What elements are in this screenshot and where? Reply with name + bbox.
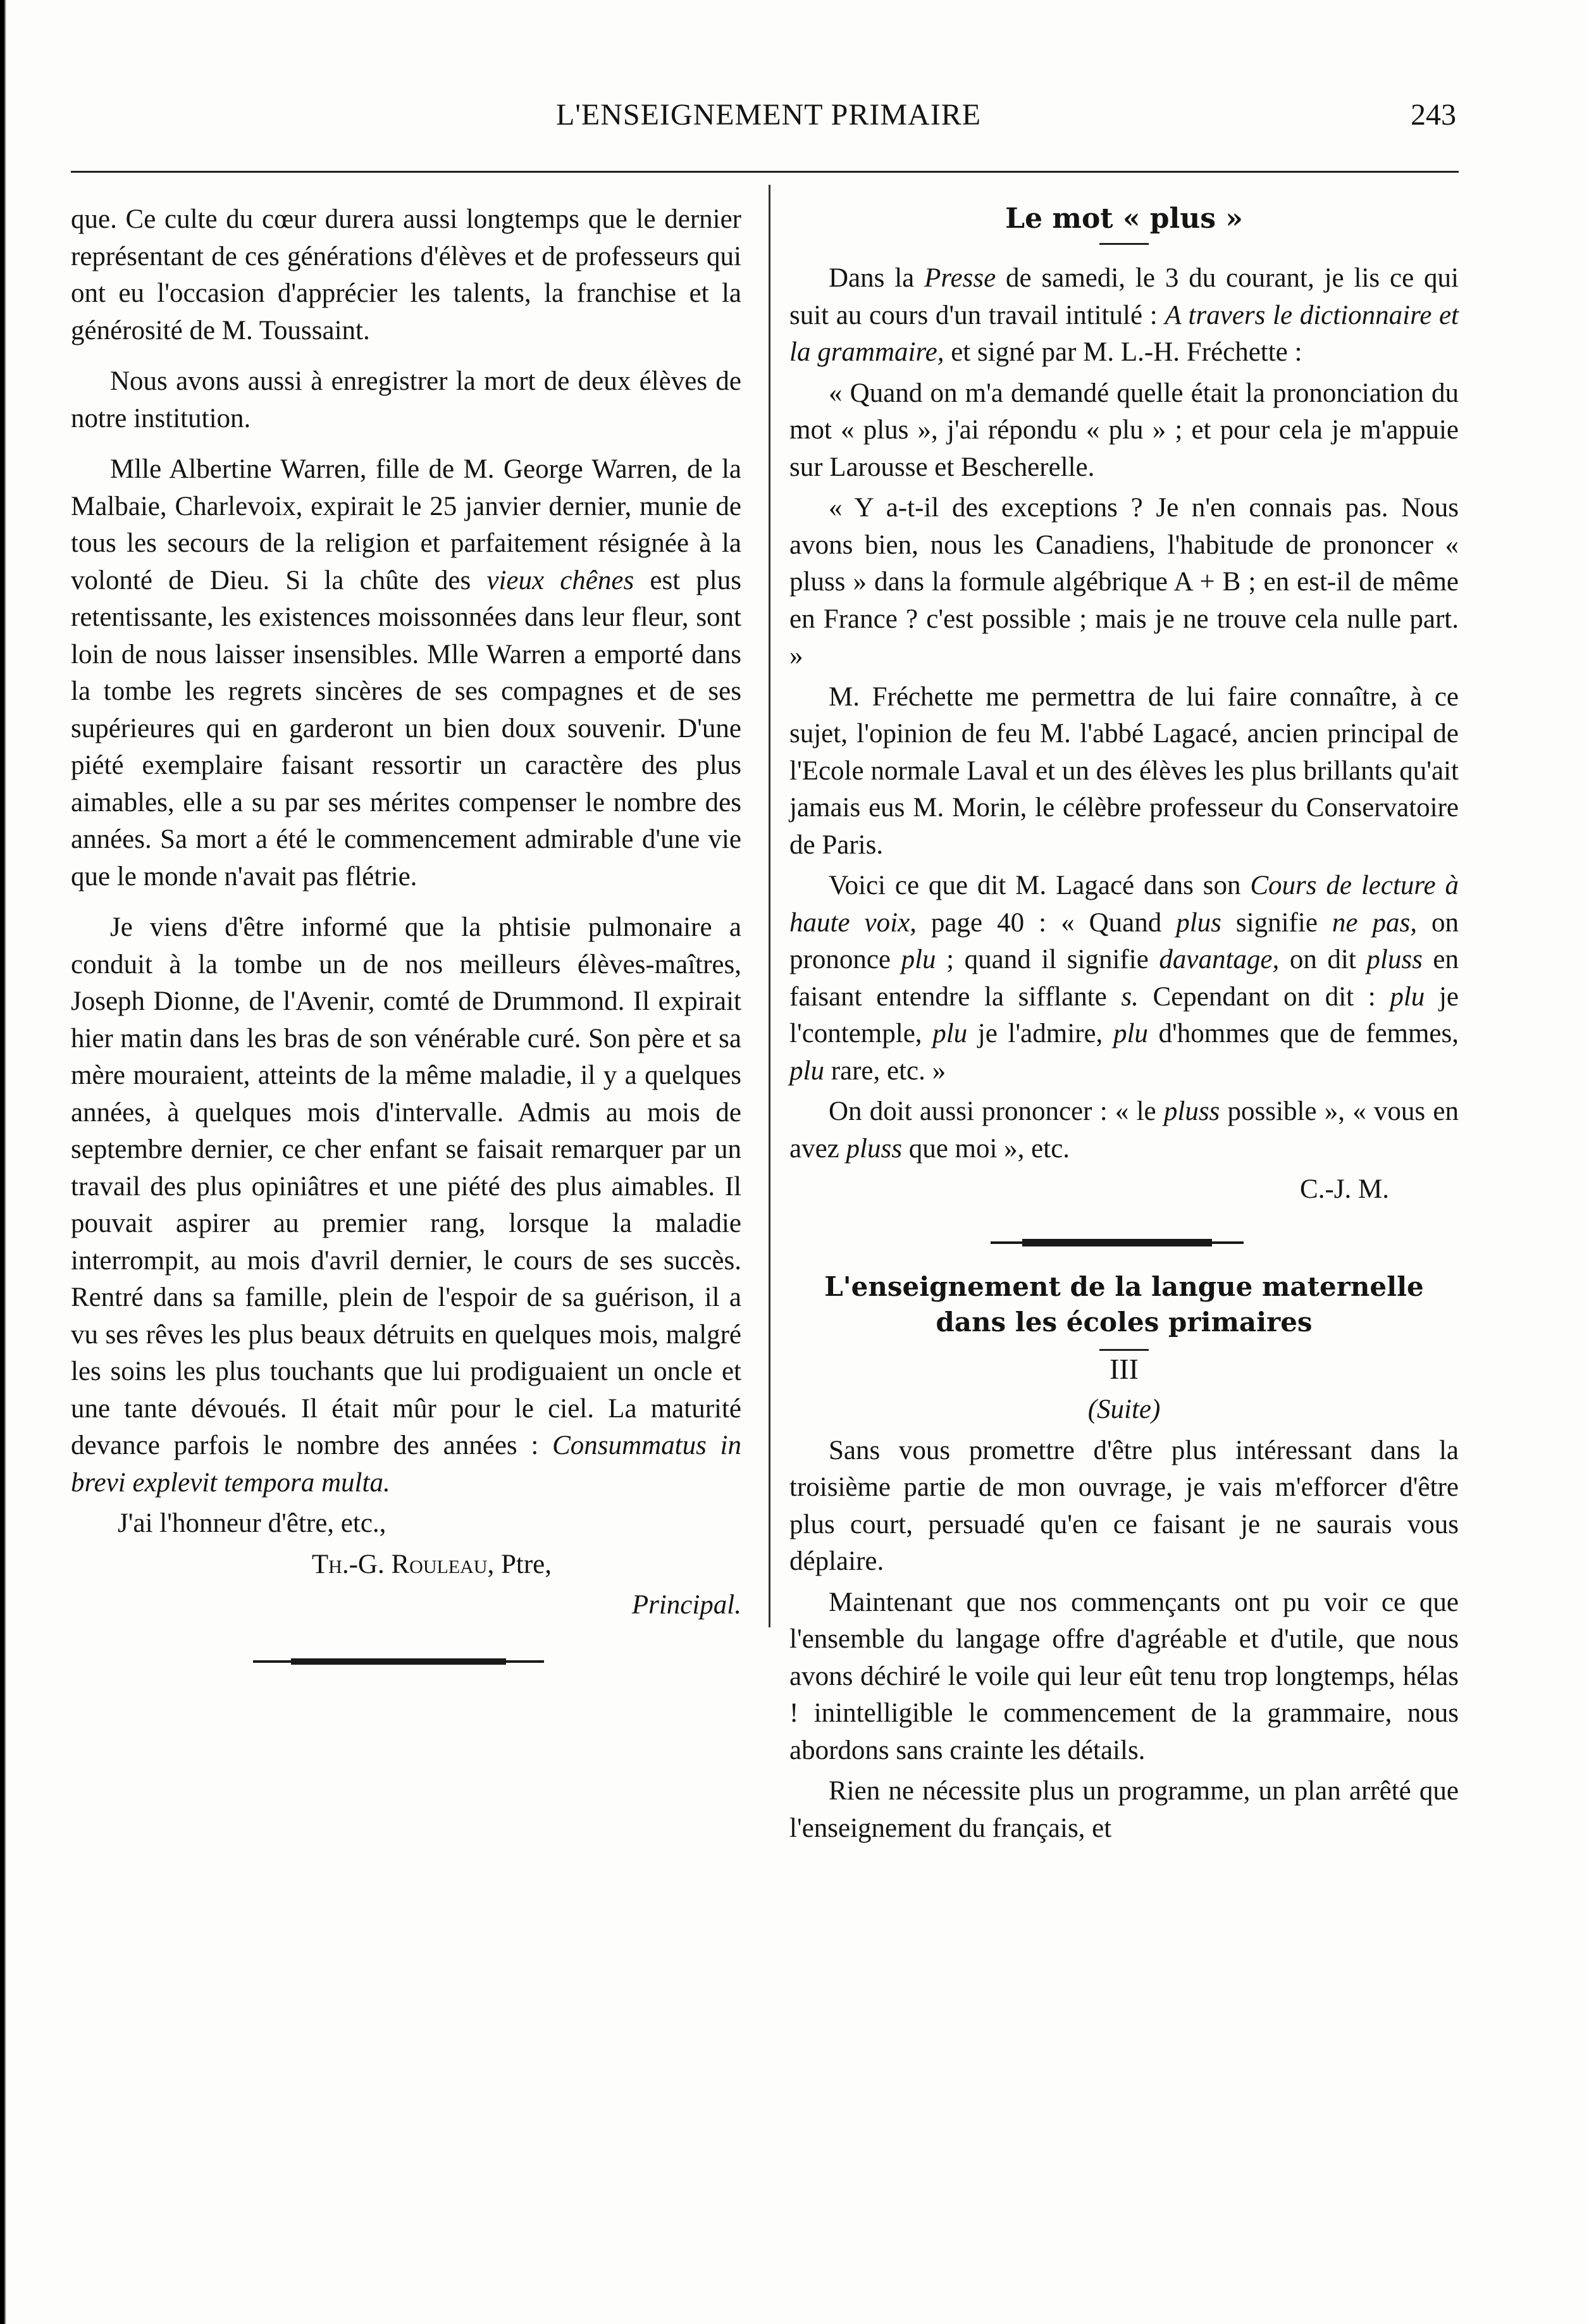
text: Cependant on dit : bbox=[1138, 981, 1390, 1012]
paragraph-deaths-intro: Nous avons aussi à enregistrer la mort de deux élèves de notre institution. bbox=[71, 366, 741, 433]
signature-initials: Th.-G. bbox=[311, 1549, 392, 1579]
section-end-ornament bbox=[253, 1657, 544, 1666]
header-rule bbox=[71, 171, 1459, 173]
emphasis-text: Cours de lecture à haute voix, bbox=[789, 871, 1459, 938]
text: Mlle Albertine Warren, fille de M. George Warren, de la Malbaie, Charlevoix, expirait le 25 janvier dernier, munie de tous les secours de la religion et parfaitement résignée à la volonté de Dieu. Si la chûte des bbox=[71, 454, 741, 595]
paragraph-dionne bbox=[71, 909, 741, 1501]
emphasis-text: pluss bbox=[846, 1133, 902, 1164]
right-column bbox=[789, 201, 1459, 1847]
text: en faisant entendre la sifflante bbox=[789, 945, 1459, 1012]
quote-frechette-1: « Quand on m'a demandé quelle était la prononciation du mot « plus », j'ai répondu « plu » ; et pour cela je m'appuie sur Larousse et Bescherelle. bbox=[789, 378, 1459, 482]
emphasis-text: pluss bbox=[1163, 1097, 1220, 1126]
column-divider bbox=[769, 185, 770, 1627]
paragraph-promesse: Sans vous promettre d'être plus intéressant dans la troisième partie de mon ouvrage, je vais m'efforcer d'être plus court, persuadé qu'en ce faisant je ne saurais vous déplaire. bbox=[789, 1435, 1459, 1576]
text: je l'admire, bbox=[967, 1019, 1113, 1048]
text: On doit aussi prononcer : « le bbox=[829, 1097, 1164, 1126]
emphasis-text: plu bbox=[1113, 1019, 1148, 1048]
text: Je viens d'être informé que la phtisie pulmonaire a conduit à la tombe un de nos meilleurs élèves-maîtres, Joseph Dionne, de l'Avenir, comté de Drummond. Il expirait hier matin dans les bras de son vénérable curé. Son père et sa mère mouraient, atteints de la même maladie, il y a quelques années, à quelques mois d'intervalle. Admis au mois de septembre dernier, ce cher enfant se faisait remarquer par un travail des plus opiniâtres et une piété des plus aimables. Il pouvait aspirer au premier rang, lorsque la maladie interrompit, au mois d'avril dernier, le cours de ses succès. Rentré dans sa famille, plein de l'espoir de sa guérison, il a vu ses rêves les plus beaux détruits en quelques mois, malgré les soins les plus touchants que lui prodiguaient un oncle et une tante dévoués. Il était mûr pour le ciel. La maturité devance parfois le nombre des années : bbox=[71, 912, 741, 1460]
latin-quote: Consummatus in brevi explevit tempora multa. bbox=[71, 1431, 742, 1498]
emphasis-text: A travers le dictionnaire et la grammaire, bbox=[789, 300, 1459, 367]
text: que moi », etc. bbox=[901, 1133, 1070, 1164]
paragraph-programme: Rien ne nécessite plus un programme, un plan arrêté que l'enseignement du français, et bbox=[789, 1776, 1459, 1843]
paragraph-cours-lecture bbox=[789, 867, 1459, 1090]
signature bbox=[71, 1546, 741, 1584]
paragraph-toussaint: que. Ce culte du cœur durera aussi longtemps que le dernier représentant de ces générations d'élèves et de professeurs qui ont eu l'occasion d'apprécier les talents, la franchise et la générosité de M. Toussaint. bbox=[71, 204, 741, 345]
text: est plus retentissante, les existences moissonnées dans leur fleur, sont loin de nous laisser insensibles. Mlle Warren a emporté dans la tombe les regrets sincères de ses compagnes et de ses supérieures qui en garderont un bien doux souvenir. D'une piété exemplaire faisant ressortir un caractère des plus aimables, elle a su par ses mérites compenser le nombre des années. Sa mort a été le commencement admirable d'une vie que le monde n'avait pas flétrie. bbox=[71, 565, 741, 892]
running-title: L'ENSEIGNEMENT PRIMAIRE bbox=[555, 98, 982, 132]
continuation-label: (Suite) bbox=[1087, 1395, 1161, 1424]
closing-formula: J'ai l'honneur d'être, etc., bbox=[118, 1508, 386, 1538]
emphasis-text: plu bbox=[932, 1019, 968, 1048]
section-number: III bbox=[1110, 1352, 1139, 1385]
emphasis-text: vieux chênes bbox=[486, 565, 634, 595]
text: Dans la bbox=[829, 263, 925, 293]
signature-name: Rouleau bbox=[391, 1549, 488, 1579]
paragraph-warren bbox=[71, 451, 741, 895]
emphasis-text: pluss bbox=[1366, 945, 1423, 974]
text: signifie bbox=[1221, 907, 1332, 938]
text: on prononce bbox=[789, 907, 1459, 974]
text: et signé par M. L.-H. Fréchette : bbox=[944, 337, 1302, 367]
left-column bbox=[71, 201, 741, 1666]
section-separator-ornament bbox=[991, 1238, 1244, 1248]
article-title-plus: Le mot « plus » bbox=[1005, 202, 1243, 235]
signature-suffix: , Ptre, bbox=[487, 1549, 552, 1579]
signature-position: Principal. bbox=[631, 1590, 741, 1620]
text: ; quand il signifie bbox=[936, 945, 1159, 974]
text: de samedi, le 3 du courant, je lis ce qui suit au cours d'un travail intitulé : bbox=[789, 263, 1459, 330]
paragraph-presse bbox=[789, 260, 1459, 371]
page-number: 243 bbox=[1411, 98, 1456, 132]
article-title-langue-maternelle: L'enseignement de la langue maternelle dans les écoles primaires bbox=[824, 1271, 1424, 1338]
text: on dit bbox=[1279, 945, 1367, 974]
text: rare, etc. » bbox=[824, 1055, 946, 1086]
text: Voici ce que dit M. Lagacé dans son bbox=[829, 871, 1251, 900]
text: possible », « vous en avez bbox=[789, 1097, 1459, 1164]
paragraph-lagace: M. Fréchette me permettra de lui faire connaître, à ce sujet, l'opinion de feu M. l'abbé Lagacé, ancien principal de l'Ecole normale Laval et un des élèves les plus brillants qu'ait jamais eus M. Morin, le célèbre professeur du Conservatoire de Paris. bbox=[789, 681, 1459, 860]
emphasis-text: plu bbox=[901, 945, 936, 974]
emphasis-text: plu bbox=[1390, 981, 1425, 1012]
text: page 40 : « Quand bbox=[916, 907, 1177, 938]
page-binding-edge bbox=[0, 0, 6, 2324]
page-header bbox=[89, 96, 1456, 140]
title-rule bbox=[1099, 243, 1149, 245]
text: d'hommes que de femmes, bbox=[1147, 1019, 1459, 1048]
emphasis-text: s. bbox=[1121, 981, 1139, 1012]
article-author: C.-J. M. bbox=[1300, 1174, 1389, 1204]
text: je l'contemple, bbox=[789, 981, 1459, 1048]
emphasis-text: plus bbox=[1176, 907, 1221, 938]
emphasis-text: ne pas, bbox=[1332, 907, 1417, 938]
emphasis-text: davantage, bbox=[1159, 945, 1280, 974]
emphasis-text: Presse bbox=[924, 263, 996, 293]
quote-frechette-2: « Y a-t-il des exceptions ? Je n'en connais pas. Nous avons bien, nous les Canadiens, l'habitude de prononcer « pluss » dans la formule algébrique A + B ; en est-il de même en France ? c'est possible ; mais je ne trouve cela nulle part. » bbox=[789, 493, 1459, 671]
paragraph-pluss bbox=[789, 1093, 1459, 1167]
paragraph-commencants: Maintenant que nos commençants ont pu voir ce que l'ensemble du langage offre d'agréable et d'utile, que nous avons déchiré le voile qui leur eût tenu trop longtemps, hélas ! inintelligible le commencement de la grammaire, nous abordons sans crainte les détails. bbox=[789, 1587, 1459, 1765]
emphasis-text: plu bbox=[789, 1055, 824, 1086]
